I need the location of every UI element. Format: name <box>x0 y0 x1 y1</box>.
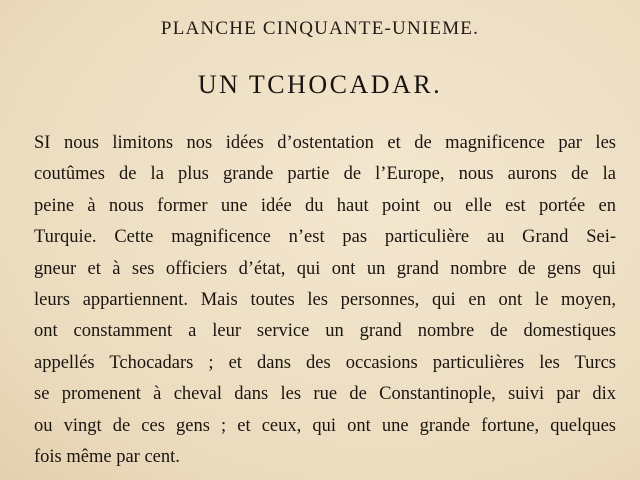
body-paragraph <box>34 128 616 473</box>
body-line: se promenent à cheval dans les rue de Constantinople, suivi par dix <box>34 384 616 405</box>
body-line: ont constamment a leur service un grand nombre de domestiques <box>34 321 616 342</box>
plate-heading: PLANCHE CINQUANTE-UNIEME. <box>160 18 480 39</box>
body-line: leurs appartiennent. Mais toutes les personnes, qui en ont le moyen, <box>34 290 616 311</box>
body-line: Turquie. Cette magnificence n’est pas particulière au Grand Sei- <box>34 227 616 248</box>
body-line: appellés Tchocadars ; et dans des occasions particulières les Turcs <box>34 352 616 373</box>
body-line: fois même par cent. <box>34 447 180 468</box>
body-line: ou vingt de ces gens ; et ceux, qui ont une grande fortune, quelques <box>34 415 616 436</box>
body-line: coutûmes de la plus grande partie de l’Europe, nous aurons de la <box>34 164 616 185</box>
body-line: SI nous limitons nos idées d’ostentation et de magnificence par les <box>34 133 616 153</box>
body-line: gneur et à ses officiers d’état, qui ont un grand nombre de gens qui <box>34 258 616 279</box>
page-title: UN TCHOCADAR. <box>197 70 443 99</box>
body-line: peine à nous former une idée du haut point ou elle est portée en <box>34 195 616 216</box>
